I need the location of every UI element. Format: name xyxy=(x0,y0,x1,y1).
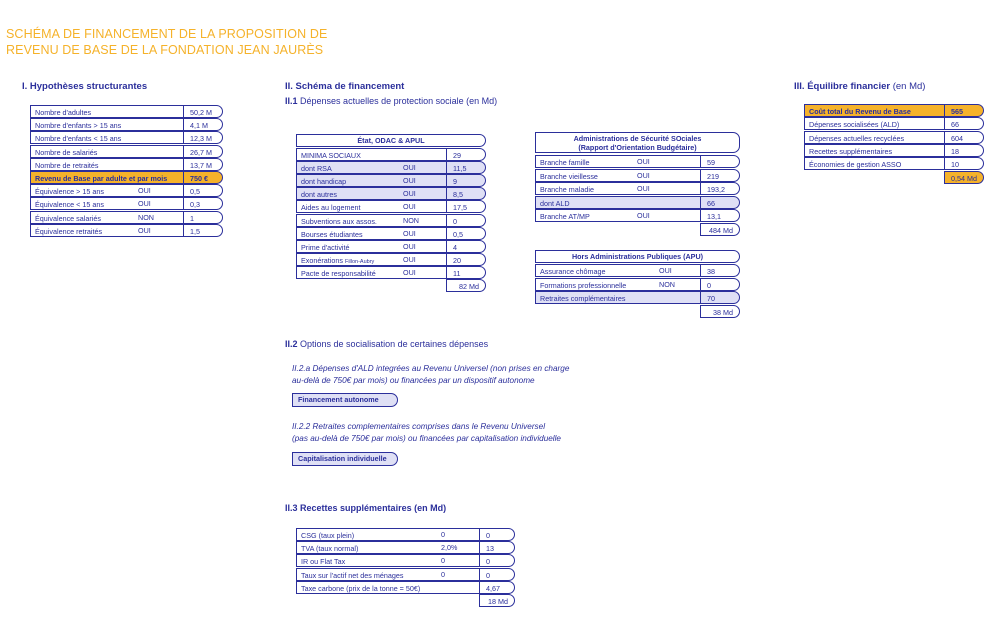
recette-row-value[interactable]: 4,67 xyxy=(479,581,515,594)
etat-row-label xyxy=(296,266,446,279)
hypothesis-row-label xyxy=(30,131,183,144)
subsection-2-3-number: II.3 xyxy=(285,503,298,513)
equilibre-row-label xyxy=(804,157,944,170)
hypothesis-row xyxy=(30,171,223,184)
hypothesis-row-label xyxy=(30,105,183,118)
subsection-2-2-number: II.2 xyxy=(285,339,298,349)
etat-row-value[interactable]: 11 xyxy=(446,266,486,279)
hypothesis-row xyxy=(30,131,223,144)
hypothesis-row xyxy=(30,211,223,224)
hypothesis-row xyxy=(30,224,223,237)
recette-row xyxy=(296,568,515,581)
etat-row-label xyxy=(296,174,446,187)
asso-row xyxy=(535,196,740,209)
equilibre-row-label xyxy=(804,131,944,144)
equilibre-row xyxy=(804,117,984,130)
etat-row-value[interactable]: 0,5 xyxy=(446,227,486,240)
etat-row-label xyxy=(296,240,446,253)
asso-row-label xyxy=(535,169,700,182)
asso-row-value[interactable]: 219 xyxy=(700,169,740,182)
row-label-text: Branche AT/MP xyxy=(540,212,590,222)
asso-row xyxy=(535,169,740,182)
recette-row-label xyxy=(296,554,479,567)
recette-row xyxy=(296,581,515,594)
row-label-text: Branche vieillesse xyxy=(540,171,598,181)
row-label-text: Prime d'activité xyxy=(301,242,350,252)
row-label-note: Fillon-Aubry xyxy=(344,258,375,265)
apu-row-label xyxy=(535,278,700,291)
equilibre-row-value[interactable]: 565 xyxy=(944,104,984,117)
subsection-2-3-label: Recettes supplémentaires (en Md) xyxy=(300,503,447,513)
equilibre-row-value[interactable]: 604 xyxy=(944,131,984,144)
row-label-text: dont handicap xyxy=(301,177,347,187)
row-label-text: Taux sur l'actif net des ménages xyxy=(301,570,404,580)
hypothesis-row-value[interactable]: 1,5 xyxy=(183,224,223,237)
option-ald-line2: au-delà de 750€ par mois) ou financées par un dispositif autonome xyxy=(292,376,535,385)
etat-row-label xyxy=(296,161,446,174)
etat-row xyxy=(296,253,486,266)
etat-total: 82 Md xyxy=(446,279,486,292)
subsection-2-2-label: Options de socialisation de certaines dépenses xyxy=(300,339,489,349)
hypothesis-row-label xyxy=(30,197,183,210)
row-label-text: Équivalence > 15 ans xyxy=(35,187,104,197)
hypothesis-row-label xyxy=(30,211,183,224)
financement-autonome-toggle[interactable]: Financement autonome xyxy=(292,393,398,407)
asso-row-value[interactable]: 193,2 xyxy=(700,182,740,195)
row-label-text: Nombre de salariés xyxy=(35,147,98,157)
asso-row-flag: OUI xyxy=(637,170,650,180)
row-label-text: Revenu de Base par adulte et par mois xyxy=(35,174,168,183)
hypothesis-row-value[interactable]: 50,2 M xyxy=(183,105,223,118)
recette-row-label xyxy=(296,568,479,581)
recette-row xyxy=(296,528,515,541)
asso-row-value[interactable]: 59 xyxy=(700,155,740,168)
asso-row-flag: OUI xyxy=(637,157,650,166)
subsection-2-3-title xyxy=(285,503,446,513)
hypothesis-row-value[interactable]: 0,5 xyxy=(183,184,223,197)
section3-title xyxy=(794,81,925,92)
hypothesis-row-flag: OUI xyxy=(138,225,151,235)
row-label-text: Aides au logement xyxy=(301,203,361,213)
etat-row-label xyxy=(296,200,446,213)
row-label-text: Branche famille xyxy=(540,158,590,167)
row-label-text: Recettes supplémentaires xyxy=(809,146,893,156)
option-ald-line1: II.2.a Dépenses d'ALD integrées au Revenu Universel (non prises en charge xyxy=(292,364,570,373)
recette-row-label xyxy=(296,528,479,541)
hypothesis-row xyxy=(30,184,223,197)
etat-row-label xyxy=(296,214,446,227)
apu-row-label xyxy=(535,264,700,277)
asso-row-label xyxy=(535,209,700,222)
apu-row-value[interactable]: 70 xyxy=(700,291,740,304)
section3-title-label: III. Équilibre financier xyxy=(794,81,891,92)
equilibre-row-value[interactable]: 18 xyxy=(944,144,984,157)
equilibre-row-value[interactable]: 66 xyxy=(944,117,984,130)
subsection-2-1-label: Dépenses actuelles de protection sociale (en Md) xyxy=(300,96,498,106)
recette-row-rate: 0 xyxy=(441,530,445,539)
equilibre-row-label xyxy=(804,104,944,117)
equilibre-row xyxy=(804,144,984,157)
row-label-text: Exonérations xyxy=(301,255,343,265)
row-label-text: Nombre d'enfants > 15 ans xyxy=(35,121,122,131)
hypothesis-row-label xyxy=(30,158,183,171)
hypothesis-row-value[interactable]: 12,3 M xyxy=(183,131,223,144)
subsection-2-1-number: II.1 xyxy=(285,96,298,106)
hypothesis-row-label xyxy=(30,184,183,197)
apu-row-flag: OUI xyxy=(659,266,672,275)
etat-row xyxy=(296,187,486,200)
etat-row xyxy=(296,148,486,161)
equilibre-row xyxy=(804,131,984,144)
recettes-total: 18 Md xyxy=(479,594,515,607)
hypothesis-row-flag: OUI xyxy=(138,186,151,196)
asso-header-line2: (Rapport d'Orientation Budgétaire) xyxy=(578,143,697,152)
etat-row xyxy=(296,227,486,240)
page-title-line2: REVENU DE BASE DE LA FONDATION JEAN JAURÈS xyxy=(6,43,324,57)
section2-title: II. Schéma de financement xyxy=(285,81,405,92)
etat-row-label xyxy=(296,148,446,161)
option-retraites-line1: II.2.2 Retraites complementaires comprises dans le Revenu Universel xyxy=(292,422,546,431)
asso-row-flag: OUI xyxy=(637,211,650,221)
row-label-text: Assurance chômage xyxy=(540,267,606,276)
etat-row-value[interactable]: 9 xyxy=(446,174,486,187)
recette-row-rate: 0 xyxy=(441,556,445,566)
etat-row-value[interactable]: 8,5 xyxy=(446,187,486,200)
recette-row-rate: 0 xyxy=(441,569,445,579)
row-label-text: TVA (taux normal) xyxy=(301,544,359,554)
etat-row-value[interactable]: 4 xyxy=(446,240,486,253)
recette-row-label xyxy=(296,581,479,594)
row-label-text: dont autres xyxy=(301,190,337,200)
recette-row-rate: 2,0% xyxy=(441,543,458,553)
etat-row-value[interactable]: 0 xyxy=(446,214,486,227)
etat-row xyxy=(296,240,486,253)
row-label-text: IR ou Flat Tax xyxy=(301,557,346,567)
page-title xyxy=(6,26,327,58)
row-label-text: Pacte de responsabilité xyxy=(301,268,376,278)
equilibre-row xyxy=(804,104,984,117)
row-label-text: Nombre de retraités xyxy=(35,160,99,170)
etat-row-flag: OUI xyxy=(403,176,416,186)
equilibre-row-label xyxy=(804,144,944,157)
hypothesis-row-value[interactable]: 26,7 M xyxy=(183,145,223,158)
hypothesis-row-flag: OUI xyxy=(138,199,151,209)
etat-row-label xyxy=(296,253,446,266)
etat-row-flag: OUI xyxy=(403,189,416,199)
etat-row-flag: OUI xyxy=(403,163,416,173)
option-retraites-description xyxy=(292,421,561,445)
equilibre-row-label xyxy=(804,117,944,130)
row-label-text: dont RSA xyxy=(301,164,332,174)
equilibre-total: 0,54 Md xyxy=(944,171,984,184)
row-label-text: Branche maladie xyxy=(540,185,594,195)
row-label-text: Équivalence < 15 ans xyxy=(35,200,104,210)
recette-row xyxy=(296,541,515,554)
hypothesis-row-flag: NON xyxy=(138,212,154,222)
etat-row-value[interactable]: 29 xyxy=(446,148,486,161)
capitalisation-individuelle-toggle[interactable]: Capitalisation individuelle xyxy=(292,452,398,466)
recette-row-value[interactable]: 13 xyxy=(479,541,515,554)
apu-row xyxy=(535,291,740,304)
subsection-2-2-title xyxy=(285,339,488,349)
asso-row xyxy=(535,182,740,195)
row-label-text: Retraites complémentaires xyxy=(540,294,626,304)
asso-row-value[interactable]: 66 xyxy=(700,196,740,209)
etat-row xyxy=(296,174,486,187)
hypothesis-row-value[interactable]: 1 xyxy=(183,211,223,224)
etat-row-flag: OUI xyxy=(403,254,416,264)
asso-row xyxy=(535,209,740,222)
apu-row-value[interactable]: 0 xyxy=(700,278,740,291)
row-label-text: Bourses étudiantes xyxy=(301,229,363,239)
hypothesis-row-value[interactable]: 0,3 xyxy=(183,197,223,210)
asso-header xyxy=(535,132,740,153)
row-label-text: Nombre d'enfants < 15 ans xyxy=(35,134,122,144)
page-title-line1: SCHÉMA DE FINANCEMENT DE LA PROPOSITION DE xyxy=(6,27,328,41)
asso-row-value[interactable]: 13,1 xyxy=(700,209,740,222)
apu-header: Hors Administrations Publiques (APU) xyxy=(535,250,740,263)
hypothesis-row-value[interactable]: 4,1 M xyxy=(183,118,223,131)
row-label-text: Équivalence retraités xyxy=(35,226,103,236)
etat-row-value[interactable]: 20 xyxy=(446,253,486,266)
etat-row xyxy=(296,161,486,174)
row-label-text: MINIMA SOCIAUX xyxy=(301,151,361,160)
row-label-text: Économies de gestion ASSO xyxy=(809,160,902,170)
etat-row-flag: NON xyxy=(403,215,419,225)
etat-row-flag: OUI xyxy=(403,267,416,277)
etat-row-label xyxy=(296,187,446,200)
apu-row-label xyxy=(535,291,700,304)
apu-row xyxy=(535,264,740,277)
apu-row-flag: NON xyxy=(659,279,675,289)
asso-row-flag: OUI xyxy=(637,184,650,194)
equilibre-row xyxy=(804,157,984,170)
hypothesis-row xyxy=(30,118,223,131)
hypothesis-row-label xyxy=(30,145,183,158)
apu-row xyxy=(535,278,740,291)
row-label-text: Coût total du Revenu de Base xyxy=(809,107,911,116)
option-retraites-line2: (pas au-delà de 750€ par mois) ou financées par capitalisation individuelle xyxy=(292,434,561,443)
recette-row-value[interactable]: 0 xyxy=(479,528,515,541)
hypothesis-row xyxy=(30,145,223,158)
section3-title-unit: (en Md) xyxy=(892,81,926,92)
subsection-2-1-title xyxy=(285,96,497,106)
row-label-text: Dépenses socialisées (ALD) xyxy=(809,120,900,130)
hypothesis-row xyxy=(30,158,223,171)
row-label-text: Nombre d'adultes xyxy=(35,108,92,117)
asso-total: 484 Md xyxy=(700,223,740,236)
etat-row-label xyxy=(296,227,446,240)
etat-row xyxy=(296,214,486,227)
hypothesis-row-value[interactable]: 750 € xyxy=(183,171,223,184)
row-label-text: Taxe carbone (prix de la tonne = 50€) xyxy=(301,583,421,593)
etat-row-flag: OUI xyxy=(403,228,416,238)
recette-row-value[interactable]: 0 xyxy=(479,568,515,581)
row-label-text: Subventions aux assos. xyxy=(301,216,377,226)
apu-total: 38 Md xyxy=(700,305,740,318)
asso-row-label xyxy=(535,155,700,168)
row-label-text: Équivalence salariés xyxy=(35,213,101,223)
recette-row xyxy=(296,554,515,567)
etat-header: État, ODAC & APUL xyxy=(296,134,486,147)
etat-row-flag: OUI xyxy=(403,241,416,251)
etat-row-value[interactable]: 11,5 xyxy=(446,161,486,174)
hypothesis-row xyxy=(30,105,223,118)
recette-row-value[interactable]: 0 xyxy=(479,554,515,567)
asso-header-line1: Administrations de Sécurité SOciales xyxy=(573,134,702,143)
hypothesis-row-label xyxy=(30,224,183,237)
etat-row-value[interactable]: 17,5 xyxy=(446,200,486,213)
asso-row xyxy=(535,155,740,168)
equilibre-row-value[interactable]: 10 xyxy=(944,157,984,170)
etat-row xyxy=(296,266,486,279)
hypothesis-row xyxy=(30,197,223,210)
hypothesis-row-label xyxy=(30,118,183,131)
section1-title: I. Hypothèses structurantes xyxy=(22,81,148,92)
hypothesis-row-value[interactable]: 13,7 M xyxy=(183,158,223,171)
apu-row-value[interactable]: 38 xyxy=(700,264,740,277)
row-label-text: CSG (taux plein) xyxy=(301,531,355,540)
row-label-text: Formations professionnelle xyxy=(540,280,627,290)
etat-row-flag: OUI xyxy=(403,202,416,212)
etat-row xyxy=(296,200,486,213)
row-label-text: dont ALD xyxy=(540,198,570,208)
hypothesis-row-label xyxy=(30,171,183,184)
asso-row-label xyxy=(535,196,700,209)
row-label-text: Dépenses actuelles recyclées xyxy=(809,133,905,143)
asso-row-label xyxy=(535,182,700,195)
option-ald-description xyxy=(292,363,569,387)
